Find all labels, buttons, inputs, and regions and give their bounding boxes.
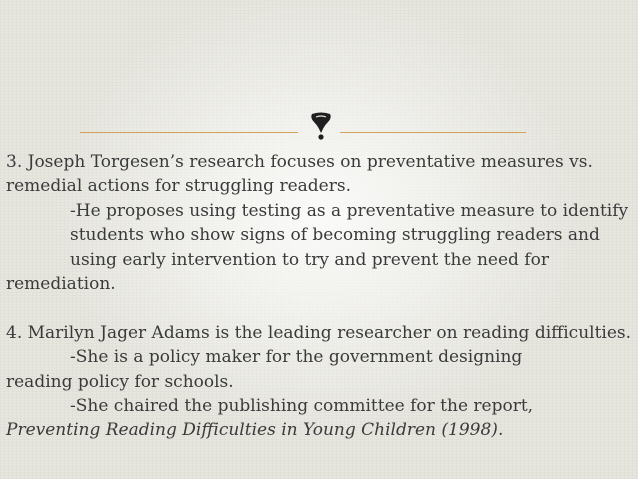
p2-line-3: reading policy for schools. bbox=[6, 371, 234, 392]
report-title: Preventing Reading Difficulties in Young Children (1998). bbox=[6, 420, 504, 441]
p1-line-1: 3. Joseph Torgesen’s research focuses on preventative measures vs. bbox=[6, 152, 593, 172]
p1-line-5: using early intervention to try and prevent the need for bbox=[70, 249, 549, 270]
slide-body bbox=[6, 150, 634, 443]
fleur-icon bbox=[309, 112, 333, 140]
divider-right bbox=[340, 132, 526, 133]
p1-line-2: remedial actions for struggling readers. bbox=[6, 176, 351, 197]
p2-line-4: -She chaired the publishing committee for the report, bbox=[70, 396, 534, 417]
p1-line-3: -He proposes using testing as a preventative measure to identify bbox=[70, 200, 629, 221]
p2-line-1: 4. Marilyn Jager Adams is the leading researcher on reading difficulties. bbox=[6, 322, 632, 343]
paragraph-gap bbox=[6, 296, 634, 320]
p1-line-4: students who show signs of becoming struggling readers and bbox=[70, 225, 600, 246]
p2-line-2: -She is a policy maker for the government designing bbox=[70, 347, 523, 368]
divider-left bbox=[80, 132, 298, 133]
p1-line-6: remediation. bbox=[6, 274, 116, 295]
